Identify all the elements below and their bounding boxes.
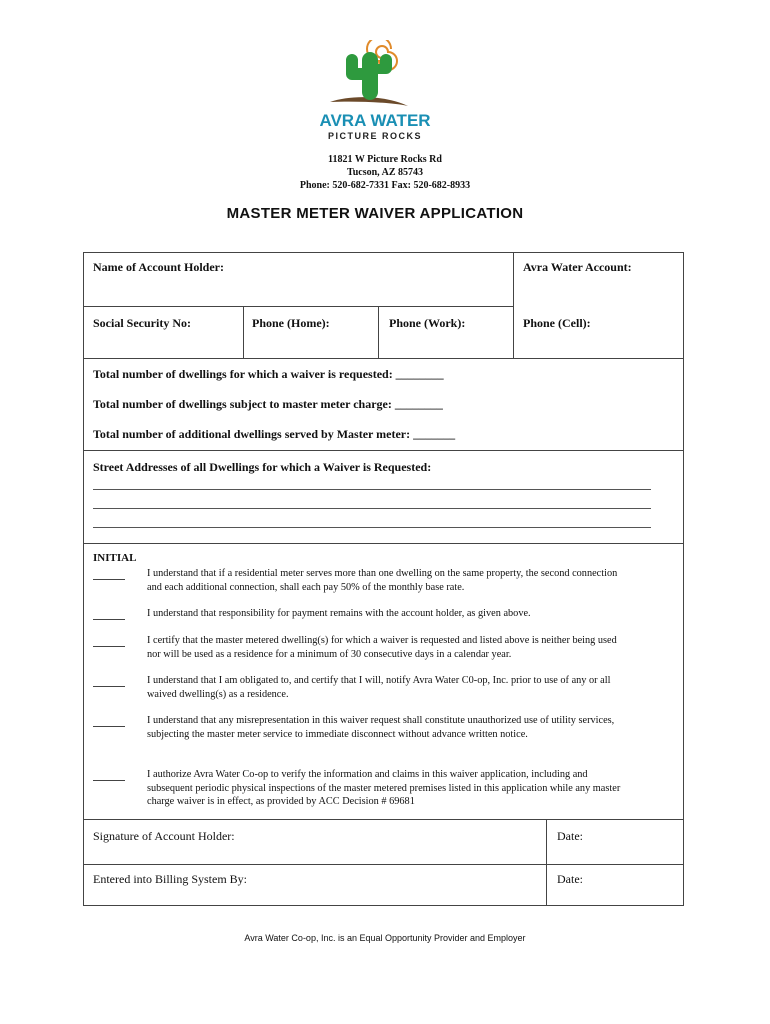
initial-heading: INITIAL xyxy=(93,552,137,564)
account-holder-field[interactable]: Name of Account Holder: xyxy=(93,260,224,274)
statement-text: I understand that any misrepresentation in this waiver request shall constitute unauthorized use of utility services, subjecting the master meter service to immediate disconnect without advance written notice. xyxy=(147,715,615,740)
address-city: Tucson, AZ 85743 xyxy=(346,167,424,178)
account-number-field[interactable]: Avra Water Account: xyxy=(523,260,632,274)
initial-field[interactable] xyxy=(93,686,125,687)
initial-field[interactable] xyxy=(93,726,125,727)
page-title: MASTER METER WAIVER APPLICATION xyxy=(226,205,524,222)
logo-tagline: PICTURE ROCKS xyxy=(327,131,423,141)
additional-dwellings-field[interactable]: Total number of additional dwellings served by Master meter: _______ xyxy=(93,427,456,441)
initial-field[interactable] xyxy=(93,780,125,781)
waiver-dwellings-field[interactable]: Total number of dwellings for which a waiver is requested: ________ xyxy=(93,367,444,381)
grid-divider xyxy=(546,819,547,906)
grid-divider xyxy=(83,306,513,307)
grid-divider xyxy=(83,819,684,820)
address-street: 11821 W Picture Rocks Rd xyxy=(328,154,442,165)
avra-water-logo xyxy=(300,40,450,145)
phone-work-field[interactable]: Phone (Work): xyxy=(389,316,466,330)
phone-cell-field[interactable]: Phone (Cell): xyxy=(523,316,591,330)
address-line[interactable] xyxy=(93,527,651,528)
grid-divider xyxy=(243,306,244,358)
grid-divider xyxy=(83,450,684,451)
initial-field[interactable] xyxy=(93,646,125,647)
statement-text: I understand that if a residential meter serves more than one dwelling on the same property, the second connection and each additional connection, shall each pay 50% of the monthly base rate. xyxy=(147,568,618,593)
grid-divider xyxy=(378,306,379,358)
grid-divider xyxy=(83,543,684,544)
billing-date-field[interactable]: Date: xyxy=(557,872,583,886)
billing-entry-field[interactable]: Entered into Billing System By: xyxy=(93,872,247,886)
holder-date-field[interactable]: Date: xyxy=(557,829,583,843)
initial-field[interactable] xyxy=(93,619,125,620)
address-line[interactable] xyxy=(93,508,651,509)
statement-text: I understand that responsibility for payment remains with the account holder, as given above. xyxy=(147,608,531,619)
grid-divider xyxy=(513,252,514,358)
cactus-sun-icon xyxy=(330,40,408,106)
charged-dwellings-field[interactable]: Total number of dwellings subject to master meter charge: ________ xyxy=(93,397,443,411)
statement-text: I certify that the master metered dwelling(s) for which a waiver is requested and listed above is neither being used nor will be used as a residence for a minimum of 30 consecutive days in a calendar year. xyxy=(147,635,617,660)
statement-text: I understand that I am obligated to, and certify that I will, notify Avra Water C0-op, Inc. prior to use of any or all waived dwelling(s) as a residence. xyxy=(147,675,611,700)
grid-divider xyxy=(83,358,684,359)
initial-field[interactable] xyxy=(93,579,125,580)
street-addresses-label: Street Addresses of all Dwellings for which a Waiver is Requested: xyxy=(93,460,432,474)
phone-home-field[interactable]: Phone (Home): xyxy=(252,316,330,330)
ssn-field[interactable]: Social Security No: xyxy=(93,316,191,330)
grid-divider xyxy=(83,864,684,865)
address-line[interactable] xyxy=(93,489,651,490)
footer-note: Avra Water Co-op, Inc. is an Equal Opportunity Provider and Employer xyxy=(244,933,526,943)
statement-text: I authorize Avra Water Co-op to verify the information and claims in this waiver application, including and subsequent periodic physical inspections of the master metered premises listed in this application while any master charge waiver is in effect, as provided by ACC Decision # 69681 xyxy=(147,769,621,807)
logo-name: AVRA WATER xyxy=(319,111,431,130)
address-phone: Phone: 520-682-7331 Fax: 520-682-8933 xyxy=(299,180,471,191)
account-holder-signature-field[interactable]: Signature of Account Holder: xyxy=(93,829,235,843)
